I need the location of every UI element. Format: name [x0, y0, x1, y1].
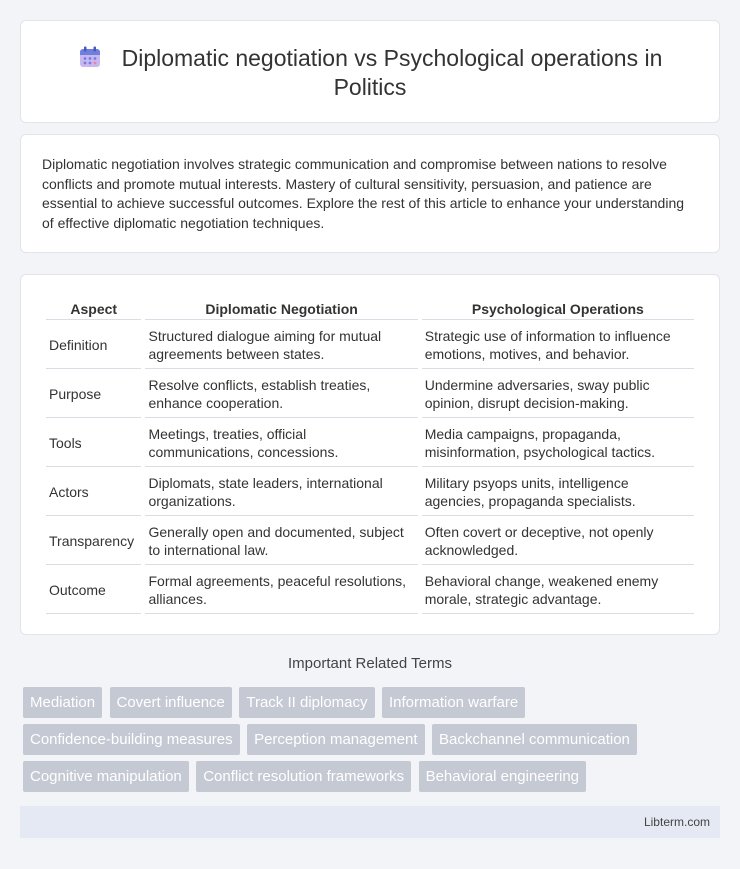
cell-psychological: Behavioral change, weakened enemy morale, strategic advantage.	[422, 567, 694, 614]
table-row	[46, 322, 694, 369]
tag-row	[23, 724, 703, 761]
table-header-row	[46, 298, 694, 320]
tag-confidence-building-measures[interactable]: Confidence-building measures	[23, 724, 240, 755]
tag-perception-management[interactable]: Perception management	[247, 724, 424, 755]
cell-diplomatic: Generally open and documented, subject to international law.	[145, 518, 417, 565]
related-terms-list	[23, 687, 703, 798]
cell-psychological: Strategic use of information to influence emotions, motives, and behavior.	[422, 322, 694, 369]
table-row	[46, 469, 694, 516]
header-diplomatic-negotiation: Diplomatic Negotiation	[145, 298, 417, 320]
title-card	[20, 20, 720, 123]
table-row	[46, 371, 694, 418]
cell-diplomatic: Meetings, treaties, official communications, concessions.	[145, 420, 417, 467]
related-terms-heading: Important Related Terms	[288, 655, 452, 672]
cell-aspect: Outcome	[46, 567, 141, 614]
cell-aspect: Purpose	[46, 371, 141, 418]
cell-aspect: Definition	[46, 322, 141, 369]
cell-diplomatic: Resolve conflicts, establish treaties, enhance cooperation.	[145, 371, 417, 418]
cell-psychological: Often covert or deceptive, not openly acknowledged.	[422, 518, 694, 565]
tag-conflict-resolution-frameworks[interactable]: Conflict resolution frameworks	[196, 761, 411, 792]
tag-row	[23, 687, 703, 724]
table-row	[46, 567, 694, 614]
intro-card	[20, 134, 720, 253]
cell-psychological: Media campaigns, propaganda, misinformation, psychological tactics.	[422, 420, 694, 467]
tag-cognitive-manipulation[interactable]: Cognitive manipulation	[23, 761, 189, 792]
tag-behavioral-engineering[interactable]: Behavioral engineering	[419, 761, 586, 792]
header-psychological-operations: Psychological Operations	[422, 298, 694, 320]
footer-site-link[interactable]: Libterm.com	[643, 815, 710, 829]
table-row	[46, 518, 694, 565]
tag-backchannel-communication[interactable]: Backchannel communication	[432, 724, 637, 755]
calendar-icon	[78, 45, 102, 69]
table-row	[46, 420, 694, 467]
cell-diplomatic: Diplomats, state leaders, international organizations.	[145, 469, 417, 516]
cell-diplomatic: Formal agreements, peaceful resolutions, alliances.	[145, 567, 417, 614]
cell-psychological: Military psyops units, intelligence agencies, propaganda specialists.	[422, 469, 694, 516]
cell-psychological: Undermine adversaries, sway public opinion, disrupt decision-making.	[422, 371, 694, 418]
tag-mediation[interactable]: Mediation	[23, 687, 102, 718]
tag-track-ii-diplomacy[interactable]: Track II diplomacy	[239, 687, 374, 718]
tag-information-warfare[interactable]: Information warfare	[382, 687, 525, 718]
cell-aspect: Tools	[46, 420, 141, 467]
header-aspect: Aspect	[46, 298, 141, 320]
page-title	[61, 44, 679, 102]
page-title-text: Diplomatic negotiation vs Psychological operations in Politics	[121, 45, 663, 100]
cell-aspect: Actors	[46, 469, 141, 516]
cell-aspect: Transparency	[46, 518, 141, 565]
tag-row	[23, 761, 703, 798]
comparison-card	[20, 274, 720, 635]
footer	[20, 806, 720, 838]
intro-paragraph: Diplomatic negotiation involves strategic communication and compromise between nations to resolve conflicts and promote mutual interests. Mastery of cultural sensitivity, persuasion, and patience are essential to achieve successful outcomes. Explore the rest of this article to enhance your understanding of effective diplomatic negotiation techniques.	[42, 156, 685, 231]
tag-covert-influence[interactable]: Covert influence	[110, 687, 232, 718]
comparison-table	[42, 296, 698, 616]
cell-diplomatic: Structured dialogue aiming for mutual agreements between states.	[145, 322, 417, 369]
